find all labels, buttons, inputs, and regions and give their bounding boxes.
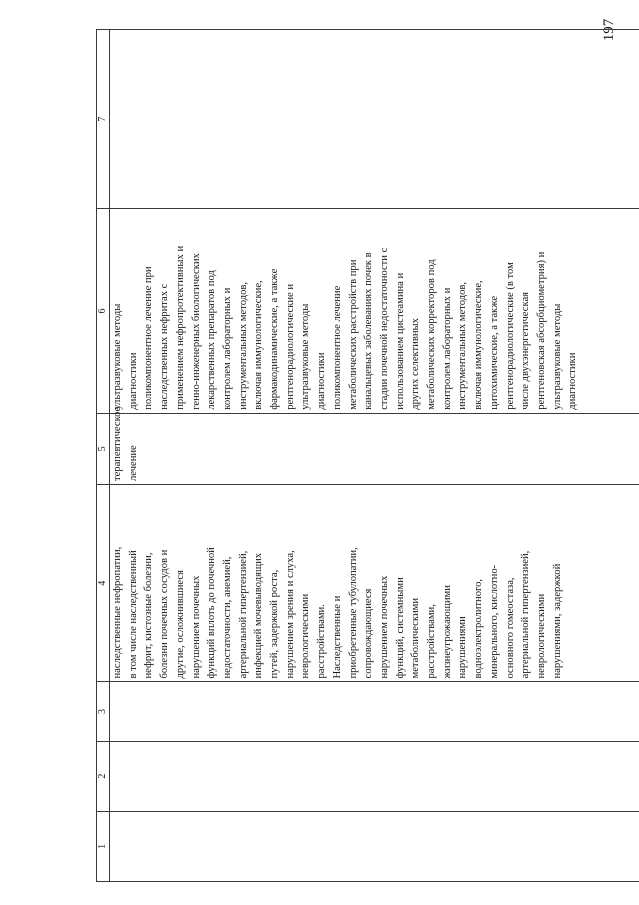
- text-line: нарушением почечных: [190, 575, 202, 679]
- text-line: диагностики: [127, 352, 139, 410]
- column-header: 5: [97, 413, 110, 484]
- table-header-row: [97, 30, 110, 882]
- text-line: функций, системными: [394, 577, 406, 679]
- text-line: рентгенорадиологические и: [284, 283, 296, 410]
- text-line: инструментальных методов,: [457, 281, 469, 410]
- text-line: жизнеугрожающими: [441, 585, 453, 679]
- table-row: [110, 30, 639, 882]
- text-line: рентгенорадиологические (в том: [504, 262, 516, 410]
- text-line: использованием цистеамина и: [394, 272, 406, 410]
- text-line: в том числе наследственный: [127, 550, 139, 679]
- text-line: болезни почечных сосудов и: [159, 549, 171, 679]
- text-line: ультразвуковые методы: [300, 303, 312, 410]
- text-line: путей, задержкой роста,: [269, 569, 281, 679]
- text-line: нарушениями, задержкой: [551, 563, 563, 679]
- column-header: 7: [97, 30, 110, 209]
- text-line: диагностики: [316, 352, 328, 410]
- text-line: метаболическими: [410, 597, 422, 679]
- cell-col2: [110, 741, 639, 811]
- text-line: поликомпонентное лечение: [331, 285, 343, 410]
- text-line: диагностики: [567, 352, 579, 410]
- text-line: канальцевых заболеваниях почек в: [363, 252, 375, 410]
- text-line: генно-инженерных биологических: [190, 253, 202, 410]
- text-line: инфекцией мочевыводящих: [253, 552, 265, 679]
- text-line: нефрит, кистозные болезни,: [143, 552, 155, 679]
- text-line: неврологическими: [300, 593, 312, 679]
- text-line: других селективных: [410, 318, 422, 410]
- text-line: ультразвуковые методы: [112, 303, 123, 410]
- text-line: применением нефропротективных и: [174, 245, 186, 410]
- text-line: артериальной гипертензией,: [520, 550, 532, 679]
- text-line: расстройствами,: [426, 604, 438, 679]
- text-line: недостаточности, анемией,: [221, 556, 233, 679]
- text-line: функций вплоть до почечной: [206, 547, 218, 679]
- column-header: 6: [97, 209, 110, 414]
- text-line: ультразвуковые методы: [551, 303, 563, 410]
- text-line: минерального, кислотно-: [488, 564, 500, 679]
- text-line: сопровождающиеся: [363, 588, 375, 679]
- text-line: другие, осложнившиеся: [174, 570, 186, 679]
- page-number: 197: [601, 18, 617, 42]
- text-line: поликомпонентное лечение при: [143, 266, 155, 410]
- cell-disease-description: [110, 485, 639, 682]
- text-line: нарушением почечных: [378, 575, 390, 679]
- text-line: контролем лабораторных и: [441, 287, 453, 410]
- text-line: расстройствами.: [316, 604, 328, 679]
- cell-treatment-method: [110, 209, 639, 414]
- text-line: включая иммунологические,: [253, 280, 265, 410]
- text-line: метаболических корректоров под: [426, 259, 438, 410]
- text-line: неврологическими: [535, 593, 547, 679]
- text-line: приобретенные тубулопатии,: [347, 547, 359, 679]
- text-line: водноэлектролитного,: [473, 578, 485, 679]
- text-line: инструментальных методов,: [237, 281, 249, 410]
- text-line: наследственных нефритах с: [159, 283, 171, 410]
- text-line: контролем лабораторных и: [221, 287, 233, 410]
- text-line: метаболических расстройств при: [347, 259, 359, 410]
- text-line: рентгеновская абсорбциометрия) и: [535, 251, 547, 410]
- text-line: терапевтическое: [112, 406, 123, 482]
- text-line: включая иммунологические,: [473, 280, 485, 410]
- column-header: 2: [97, 741, 110, 811]
- column-header: 3: [97, 682, 110, 741]
- column-header: 1: [97, 811, 110, 881]
- text-line: Наследственные и: [331, 595, 343, 679]
- text-line: артериальной гипертензией,: [237, 550, 249, 679]
- cell-col1: [110, 811, 639, 881]
- text-line: фармакодинамические, а также: [269, 268, 281, 410]
- text-line: нарушением зрения и слуха,: [284, 550, 296, 679]
- column-header: 4: [97, 485, 110, 682]
- medical-care-table: [96, 29, 639, 882]
- cell-col7: [110, 30, 639, 209]
- text-line: лечение: [127, 445, 139, 482]
- cell-treatment-type: [110, 406, 639, 484]
- text-line: стадии почечной недостаточности с: [378, 247, 390, 410]
- text-line: основного гомеостаза,: [504, 577, 516, 679]
- text-line: числе двухэнергетическая: [520, 291, 532, 410]
- text-line: нарушениями: [457, 616, 469, 679]
- text-line: лекарственных препаратов под: [206, 270, 218, 410]
- text-line: наследственные нефропатии,: [112, 546, 123, 679]
- cell-col3: [110, 682, 639, 741]
- text-line: цитохимические, а также: [488, 295, 500, 410]
